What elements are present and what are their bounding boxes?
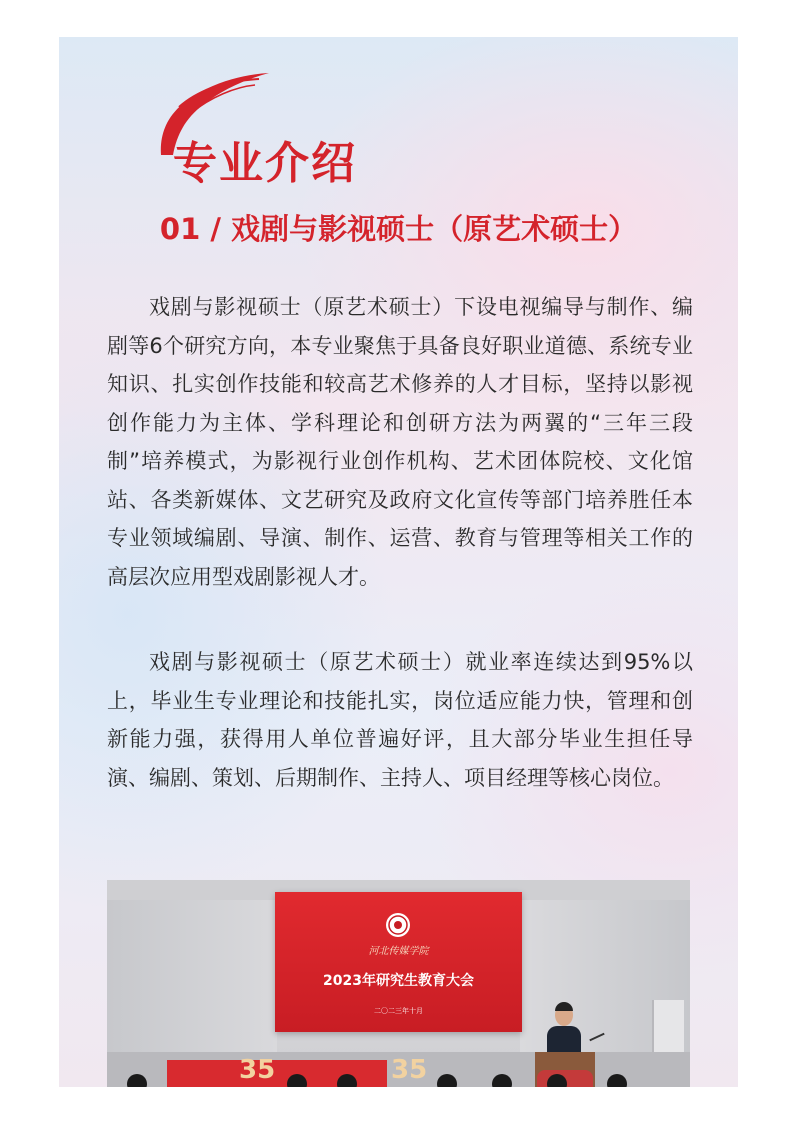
- brochure-page: [59, 37, 738, 1087]
- conference-photo: [107, 880, 690, 1087]
- audience-head: [607, 1074, 627, 1087]
- screen-title: 2023年研究生教育大会: [323, 973, 474, 989]
- audience-head: [337, 1074, 357, 1087]
- intro-paragraph: 戏剧与影视硕士（原艺术硕士）下设电视编导与制作、编剧等6个研究方向，本专业聚焦于具备良好职业道德、系统专业知识、扎实创作技能和较高艺术修养的人才目标，坚持以影视创作能力为主体、学科理论和创研方法为两翼的“三年三段制”培养模式，为影视行业创作机构、艺术团体院校、文化馆站、各类新媒体、文艺研究及政府文化宣传等部门培养胜任本专业领域编剧、导演、制作、运营、教育与管理等相关工作的高层次应用型戏剧影视人才。: [107, 295, 693, 589]
- audience-head: [127, 1074, 147, 1087]
- stage-screen: [275, 892, 522, 1032]
- audience-head: [287, 1074, 307, 1087]
- screen-date: 二〇二三年十月: [374, 1007, 423, 1015]
- employment-paragraph: 戏剧与影视硕士（原艺术硕士）就业率连续达到95%以上，毕业生专业理论和技能扎实，岗位适应能力快，管理和创新能力强，获得用人单位普遍好评，且大部分毕业生担任导演、编剧、策划、后期制作、主持人、项目经理等核心岗位。: [107, 650, 693, 790]
- stage-number-right: 35: [391, 1055, 428, 1085]
- school-emblem-icon: [385, 912, 411, 938]
- school-name: 河北传媒学院: [368, 946, 429, 957]
- audience-head: [492, 1074, 512, 1087]
- stage-number-left: 35: [239, 1055, 276, 1085]
- audience-head: [437, 1074, 457, 1087]
- program-subtitle: 01 / 戏剧与影视硕士（原艺术硕士）: [159, 212, 638, 246]
- section-title: 专业介绍: [173, 138, 357, 189]
- audience-head: [547, 1074, 567, 1087]
